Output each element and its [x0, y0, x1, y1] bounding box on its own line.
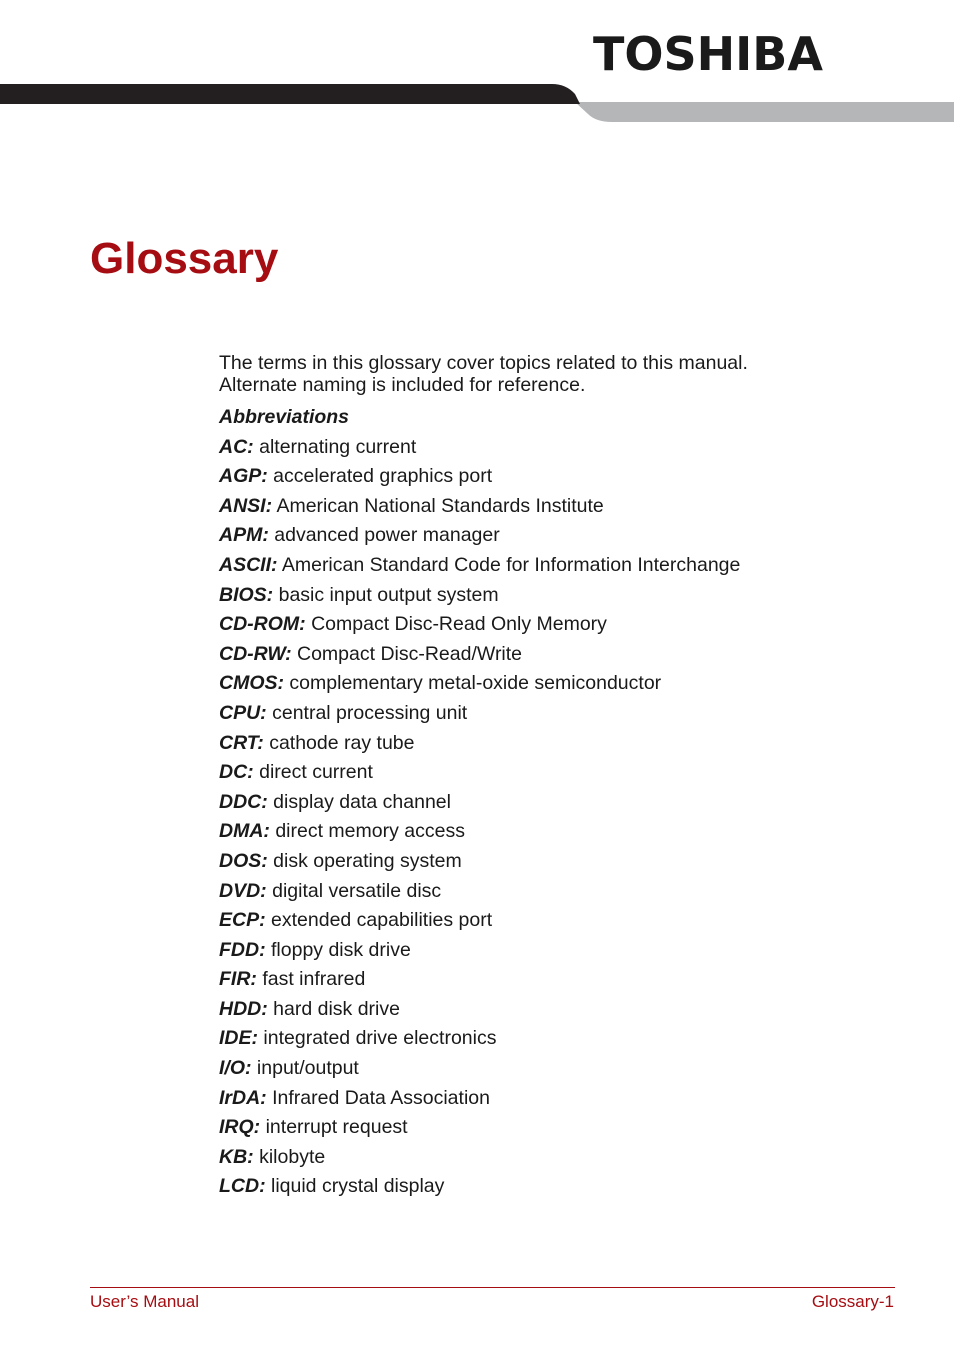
glossary-entry — [219, 1054, 899, 1084]
footer-divider — [90, 1287, 895, 1288]
glossary-term: I/O: — [219, 1057, 252, 1080]
glossary-content — [219, 352, 899, 1202]
glossary-definition: floppy disk drive — [271, 938, 411, 961]
glossary-entry — [219, 1172, 899, 1202]
intro-line-1: The terms in this glossary cover topics related to this manual. — [219, 352, 748, 374]
glossary-entry — [219, 492, 899, 522]
glossary-definition: direct current — [259, 761, 373, 784]
glossary-entry — [219, 610, 899, 640]
glossary-definition: liquid crystal display — [271, 1175, 445, 1198]
glossary-term: AC: — [219, 435, 254, 458]
glossary-entry — [219, 1113, 899, 1143]
glossary-definition: extended capabilities port — [271, 909, 493, 932]
glossary-term: IRQ: — [219, 1116, 261, 1139]
glossary-entry — [219, 669, 899, 699]
header-band-dark — [0, 84, 580, 104]
glossary-entry — [219, 877, 899, 907]
glossary-definition: advanced power manager — [274, 524, 500, 547]
glossary-entry — [219, 729, 899, 759]
header-band — [0, 84, 954, 124]
glossary-entry-list — [219, 433, 899, 1202]
glossary-term: CPU: — [219, 701, 267, 724]
glossary-entry — [219, 788, 899, 818]
glossary-term: DVD: — [219, 879, 267, 902]
glossary-term: DMA: — [219, 820, 270, 843]
glossary-entry — [219, 906, 899, 936]
glossary-entry — [219, 1024, 899, 1054]
glossary-term: DOS: — [219, 849, 268, 872]
glossary-definition: Compact Disc-Read Only Memory — [311, 613, 607, 636]
glossary-entry — [219, 462, 899, 492]
glossary-entry — [219, 521, 899, 551]
glossary-definition: interrupt request — [265, 1116, 408, 1139]
glossary-entry — [219, 1084, 899, 1114]
glossary-definition: hard disk drive — [273, 997, 400, 1020]
glossary-term: ASCII: — [219, 553, 278, 576]
intro-paragraph — [219, 352, 899, 396]
glossary-definition: American National Standards Institute — [276, 494, 604, 517]
glossary-term: APM: — [219, 524, 269, 547]
glossary-term: KB: — [219, 1145, 254, 1168]
toshiba-logo — [592, 26, 824, 78]
glossary-term: IDE: — [219, 1027, 258, 1050]
glossary-term: CD-ROM: — [219, 613, 306, 636]
glossary-term: ECP: — [219, 909, 266, 932]
glossary-definition: central processing unit — [272, 701, 468, 724]
glossary-definition: kilobyte — [259, 1145, 326, 1168]
glossary-definition: display data channel — [273, 790, 451, 813]
glossary-term: LCD: — [219, 1175, 266, 1198]
glossary-definition: alternating current — [259, 435, 417, 458]
page-title: Glossary — [90, 234, 279, 283]
glossary-term: BIOS: — [219, 583, 274, 606]
glossary-definition: integrated drive electronics — [263, 1027, 497, 1050]
glossary-term: FDD: — [219, 938, 266, 961]
glossary-term: FIR: — [219, 968, 257, 991]
logo-wordmark: TOSHIBA — [593, 27, 824, 78]
header-band-gray — [575, 102, 954, 122]
glossary-definition: basic input output system — [278, 583, 499, 606]
glossary-definition: digital versatile disc — [272, 879, 442, 902]
glossary-definition: American Standard Code for Information Interchange — [281, 553, 741, 576]
glossary-entry — [219, 995, 899, 1025]
glossary-definition: fast infrared — [262, 968, 366, 991]
glossary-term: AGP: — [219, 465, 268, 488]
glossary-entry — [219, 699, 899, 729]
glossary-entry — [219, 965, 899, 995]
glossary-definition: direct memory access — [275, 820, 465, 843]
glossary-entry — [219, 551, 899, 581]
glossary-definition: cathode ray tube — [269, 731, 415, 754]
glossary-definition: Infrared Data Association — [272, 1086, 490, 1109]
section-heading-abbreviations: Abbreviations — [219, 406, 350, 428]
glossary-definition: input/output — [256, 1057, 359, 1080]
glossary-term: ANSI: — [219, 494, 273, 517]
intro-line-2: Alternate naming is included for reference. — [219, 374, 586, 396]
glossary-term: HDD: — [219, 997, 268, 1020]
glossary-entry — [219, 433, 899, 463]
footer-manual-title: User’s Manual — [90, 1292, 199, 1311]
glossary-entry — [219, 817, 899, 847]
glossary-term: IrDA: — [219, 1086, 267, 1109]
glossary-entry — [219, 936, 899, 966]
glossary-entry — [219, 1143, 899, 1173]
glossary-term: CMOS: — [219, 672, 284, 695]
glossary-term: CRT: — [219, 731, 264, 754]
glossary-definition: accelerated graphics port — [273, 465, 493, 488]
glossary-entry — [219, 758, 899, 788]
footer-page-number: Glossary-1 — [811, 1292, 894, 1311]
glossary-definition: Compact Disc-Read/Write — [297, 642, 523, 665]
glossary-definition: complementary metal-oxide semiconductor — [289, 672, 662, 695]
glossary-term: CD-RW: — [219, 642, 292, 665]
glossary-term: DC: — [219, 761, 254, 784]
glossary-term: DDC: — [219, 790, 268, 813]
glossary-entry — [219, 640, 899, 670]
glossary-entry — [219, 847, 899, 877]
glossary-entry — [219, 581, 899, 611]
glossary-definition: disk operating system — [273, 849, 462, 872]
